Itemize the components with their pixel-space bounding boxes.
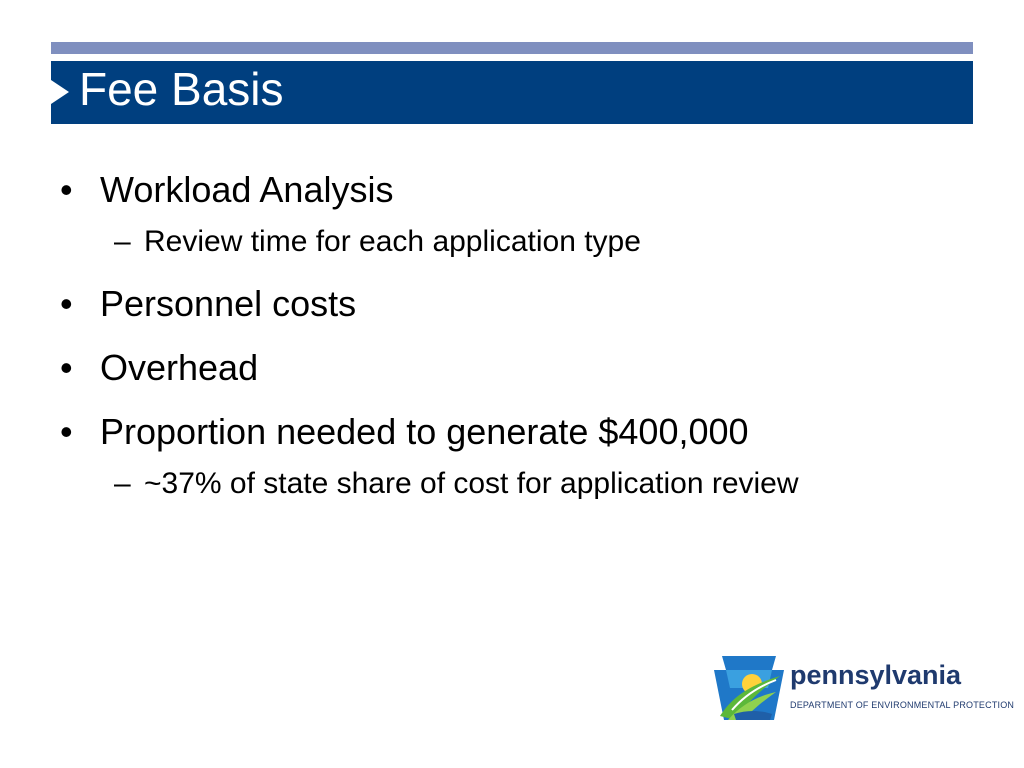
dash-icon: – — [114, 225, 131, 258]
bullet-item — [60, 282, 980, 326]
logo-subtitle: DEPARTMENT OF ENVIRONMENTAL PROTECTION — [790, 700, 1015, 710]
slide-title: Fee Basis — [79, 63, 284, 115]
pa-dep-logo — [714, 654, 1015, 724]
bullet-list — [60, 168, 980, 524]
sub-bullet-item — [114, 224, 980, 260]
bullet-item — [60, 410, 980, 454]
bullet-icon: • — [60, 411, 73, 452]
top-accent-stripe — [51, 42, 973, 54]
keystone-logo-icon — [714, 654, 784, 722]
logo-wordmark: pennsylvania — [790, 660, 962, 690]
bullet-text: Workload Analysis — [100, 169, 394, 210]
bullet-item — [60, 168, 980, 212]
bullet-item — [60, 346, 980, 390]
bullet-text: Overhead — [100, 347, 259, 388]
sub-bullet-text: Review time for each application type — [144, 225, 641, 258]
sub-bullet-text: ~37% of state share of cost for application review — [144, 467, 799, 500]
dash-icon: – — [114, 467, 131, 500]
bullet-icon: • — [60, 169, 73, 210]
bullet-text: Personnel costs — [100, 283, 357, 324]
title-arrow-icon — [51, 80, 69, 104]
bullet-icon: • — [60, 283, 73, 324]
sub-bullet-item — [114, 466, 980, 502]
bullet-text: Proportion needed to generate $400,000 — [100, 411, 749, 452]
bullet-icon: • — [60, 347, 73, 388]
